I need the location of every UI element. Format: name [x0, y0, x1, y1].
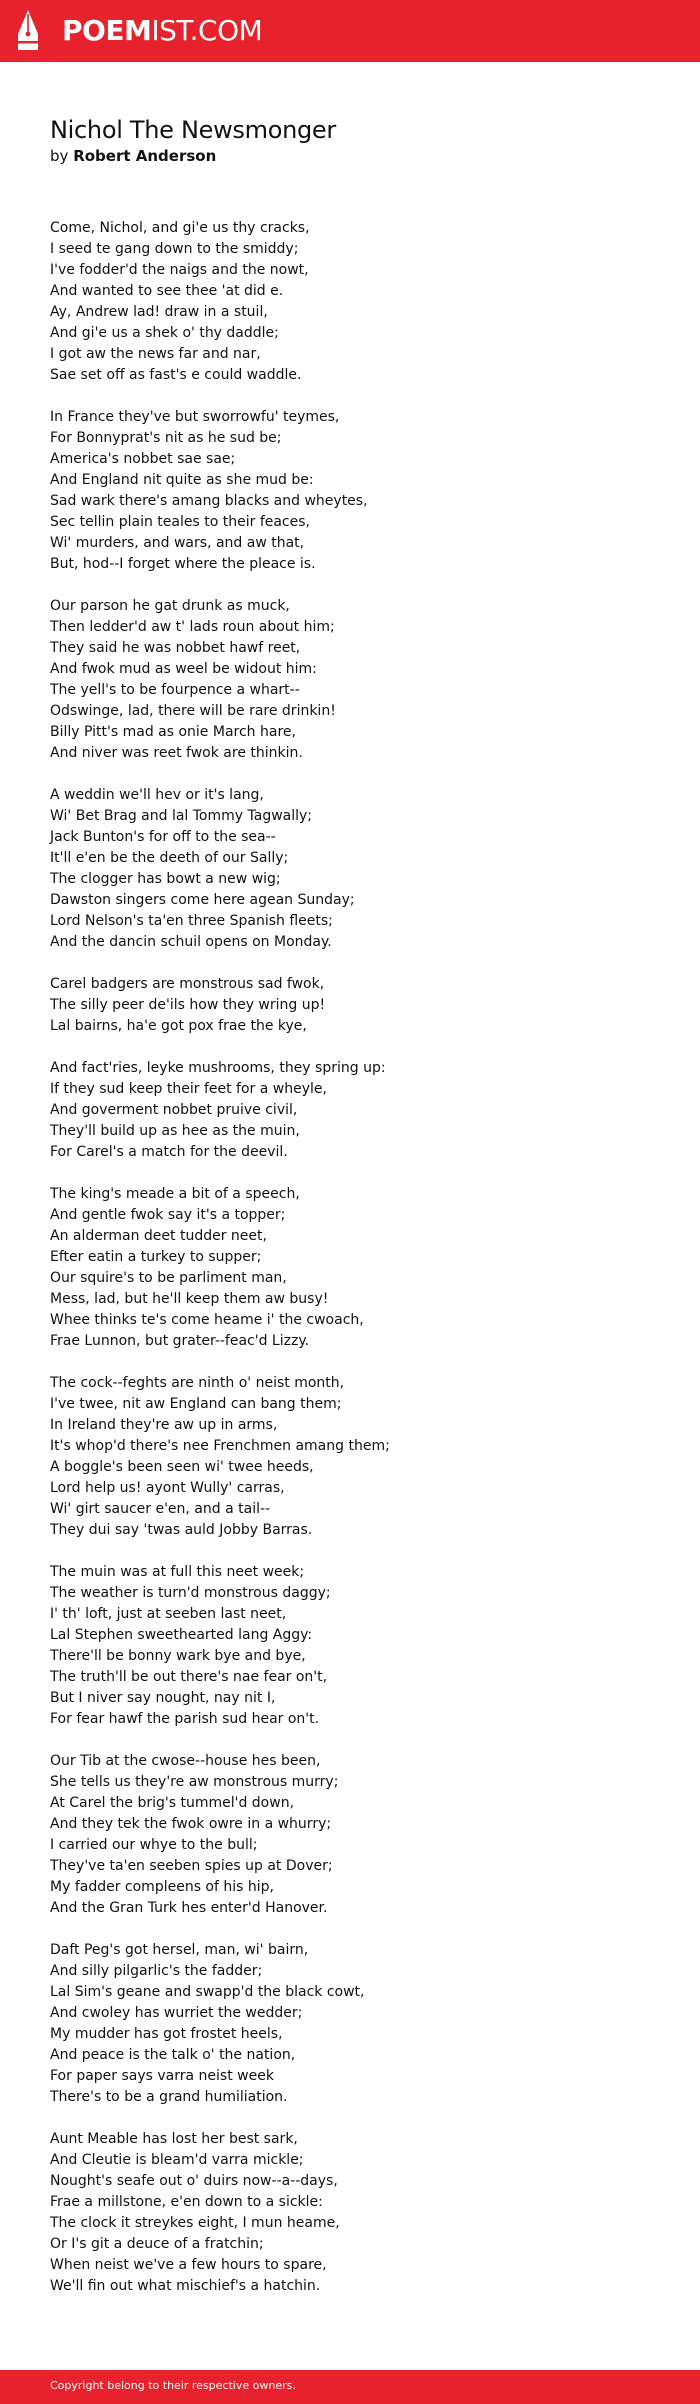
copyright-text: Copyright belong to their respective owners. [50, 2379, 296, 2392]
poem-line: And silly pilgarlic's the fadder; [50, 1963, 263, 1979]
poem-line: Billy Pitt's mad as onie March hare, [50, 724, 296, 740]
stanza [50, 1751, 670, 1919]
poem-line: I carried our whye to the bull; [50, 1837, 258, 1853]
poem-line: At Carel the brig's tummel'd down, [50, 1795, 295, 1811]
poem-title: Nichol The Newsmonger [50, 116, 336, 144]
stanza [50, 596, 670, 764]
poem-line: I' th' loft, just at seeben last neet, [50, 1606, 287, 1622]
byline [50, 147, 216, 165]
poem-line: Then ledder'd aw t' lads roun about him; [50, 619, 335, 635]
poem-line: And niver was reet fwok are thinkin. [50, 745, 303, 761]
site-logo[interactable] [62, 14, 262, 48]
poem-line: We'll fin out what mischief's a hatchin. [50, 2278, 321, 2294]
stanza [50, 974, 670, 1037]
poem-line: Wi' girt saucer e'en, and a tail-- [50, 1501, 271, 1517]
poem-line: Daft Peg's got hersel, man, wi' bairn, [50, 1942, 309, 1958]
poem-line: The clock it streykes eight, I mun heame, [50, 2215, 340, 2231]
poem-line: America's nobbet sae sae; [50, 451, 236, 467]
poem-line: The truth'll be out there's nae fear on't, [50, 1669, 328, 1685]
poem-line: In Ireland they're aw up in arms, [50, 1417, 278, 1433]
poem-line: Lord help us! ayont Wully' carras, [50, 1480, 285, 1496]
site-header [0, 0, 700, 62]
poem-line: The silly peer de'ils how they wring up! [50, 997, 326, 1013]
poem-line: Frae Lunnon, but grater--feac'd Lizzy. [50, 1333, 310, 1349]
poem-line: Sae set off as fast's e could waddle. [50, 367, 302, 383]
poem-line: For fear hawf the parish sud hear on't. [50, 1711, 320, 1727]
poem-line: I got aw the news far and nar, [50, 346, 261, 362]
poem-line: The weather is turn'd monstrous daggy; [50, 1585, 331, 1601]
poem-line: Dawston singers come here agean Sunday; [50, 892, 355, 908]
stanza [50, 218, 670, 386]
stanza [50, 2129, 670, 2297]
poem-line: And peace is the talk o' the nation, [50, 2047, 296, 2063]
poem-line: Our Tib at the cwose--house hes been, [50, 1753, 321, 1769]
poem-line: They dui say 'twas auld Jobby Barras. [50, 1522, 313, 1538]
poem-line: Mess, lad, but he'll keep them aw busy! [50, 1291, 329, 1307]
poem-line: And fwok mud as weel be widout him: [50, 661, 317, 677]
poem-line: And wanted to see thee 'at did e. [50, 283, 284, 299]
poem-line: Efter eatin a turkey to supper; [50, 1249, 262, 1265]
poem-line: Whee thinks te's come heame i' the cwoach, [50, 1312, 364, 1328]
poem-line: When neist we've a few hours to spare, [50, 2257, 327, 2273]
poem-line: Lal Stephen sweethearted lang Aggy: [50, 1627, 313, 1643]
poem-line: Lal bairns, ha'e got pox frae the kye, [50, 1018, 307, 1034]
poem-line: Aunt Meable has lost her best sark, [50, 2131, 298, 2147]
poem-line: Ay, Andrew lad! draw in a stuil, [50, 304, 268, 320]
poem-line: Come, Nichol, and gi'e us thy cracks, [50, 220, 310, 236]
poem-line: Carel badgers are monstrous sad fwok, [50, 976, 325, 992]
stanza [50, 785, 670, 953]
poem-line: Sad wark there's amang blacks and wheytes, [50, 493, 368, 509]
poem-line: I seed te gang down to the smiddy; [50, 241, 299, 257]
poem-line: In France they've but sworrowfu' teymes, [50, 409, 340, 425]
poem-line: For Bonnyprat's nit as he sud be; [50, 430, 282, 446]
stanza [50, 1058, 670, 1163]
poem-line: But, hod--I forget where the pleace is. [50, 556, 316, 572]
poem-line: The yell's to be fourpence a whart-- [50, 682, 300, 698]
poem-body [50, 218, 670, 2318]
poem-line: And the dancin schuil opens on Monday. [50, 934, 332, 950]
poem-line: The king's meade a bit of a speech, [50, 1186, 300, 1202]
author-name[interactable]: Robert Anderson [73, 147, 217, 165]
poem-line: Lal Sim's geane and swapp'd the black cowt, [50, 1984, 365, 2000]
by-prefix: by [50, 147, 69, 165]
poem-line: And the Gran Turk hes enter'd Hanover. [50, 1900, 328, 1916]
poem-line: The clogger has bowt a new wig; [50, 871, 281, 887]
pen-nib-icon[interactable] [17, 10, 39, 50]
poem-line: A weddin we'll hev or it's lang, [50, 787, 264, 803]
poem-line: And Cleutie is bleam'd varra mickle; [50, 2152, 304, 2168]
poem-line: If they sud keep their feet for a wheyle, [50, 1081, 327, 1097]
poem-line: They said he was nobbet hawf reet, [50, 640, 301, 656]
poem-line: The cock--feghts are ninth o' neist month, [50, 1375, 345, 1391]
poem-line: My fadder compleens of his hip, [50, 1879, 274, 1895]
poem-line: It'll e'en be the deeth of our Sally; [50, 850, 289, 866]
poem-line: Lord Nelson's ta'en three Spanish fleets; [50, 913, 333, 929]
poem-line: Frae a millstone, e'en down to a sickle: [50, 2194, 323, 2210]
logo-bold: POEM [62, 14, 152, 47]
poem-line: For paper says varra neist week [50, 2068, 274, 2084]
poem-line: The muin was at full this neet week; [50, 1564, 305, 1580]
poem-line: Odswinge, lad, there will be rare drinkin! [50, 703, 336, 719]
poem-line: There's to be a grand humiliation. [50, 2089, 288, 2105]
poem-line: And gi'e us a shek o' thy daddle; [50, 325, 279, 341]
poem-line: Nought's seafe out o' duirs now--a--days, [50, 2173, 338, 2189]
poem-line: They've ta'en seeben spies up at Dover; [50, 1858, 333, 1874]
poem-line: It's whop'd there's nee Frenchmen amang them; [50, 1438, 390, 1454]
poem-line: And England nit quite as she mud be: [50, 472, 314, 488]
poem-line: They'll build up as hee as the muin, [50, 1123, 300, 1139]
poem-line: Wi' Bet Brag and lal Tommy Tagwally; [50, 808, 313, 824]
poem-line: For Carel's a match for the deevil. [50, 1144, 288, 1160]
poem-line: Wi' murders, and wars, and aw that, [50, 535, 305, 551]
poem-line: But I niver say nought, nay nit I, [50, 1690, 276, 1706]
stanza [50, 1940, 670, 2108]
stanza [50, 1184, 670, 1352]
poem-line: I've twee, nit aw England can bang them; [50, 1396, 342, 1412]
poem-line: And gentle fwok say it's a topper; [50, 1207, 286, 1223]
poem-line: Sec tellin plain teales to their feaces, [50, 514, 310, 530]
poem-line: Our squire's to be parliment man, [50, 1270, 287, 1286]
poem-line: And goverment nobbet pruive civil, [50, 1102, 298, 1118]
poem-line: A boggle's been seen wi' twee heeds, [50, 1459, 314, 1475]
poem-line: Jack Bunton's for off to the sea-- [50, 829, 276, 845]
poem-line: I've fodder'd the naigs and the nowt, [50, 262, 309, 278]
poem-line: An alderman deet tudder neet, [50, 1228, 267, 1244]
stanza [50, 1562, 670, 1730]
site-footer [0, 2370, 700, 2404]
poem-line: And cwoley has wurriet the wedder; [50, 2005, 303, 2021]
poem-line: She tells us they're aw monstrous murry; [50, 1774, 339, 1790]
poem-line: There'll be bonny wark bye and bye, [50, 1648, 306, 1664]
stanza [50, 407, 670, 575]
poem-line: My mudder has got frostet heels, [50, 2026, 283, 2042]
poem-line: And they tek the fwok owre in a whurry; [50, 1816, 332, 1832]
poem-line: Or I's git a deuce of a fratchin; [50, 2236, 264, 2252]
logo-light: IST.COM [151, 14, 263, 47]
poem-line: Our parson he gat drunk as muck, [50, 598, 290, 614]
poem-line: And fact'ries, leyke mushrooms, they spring up: [50, 1060, 386, 1076]
stanza [50, 1373, 670, 1541]
